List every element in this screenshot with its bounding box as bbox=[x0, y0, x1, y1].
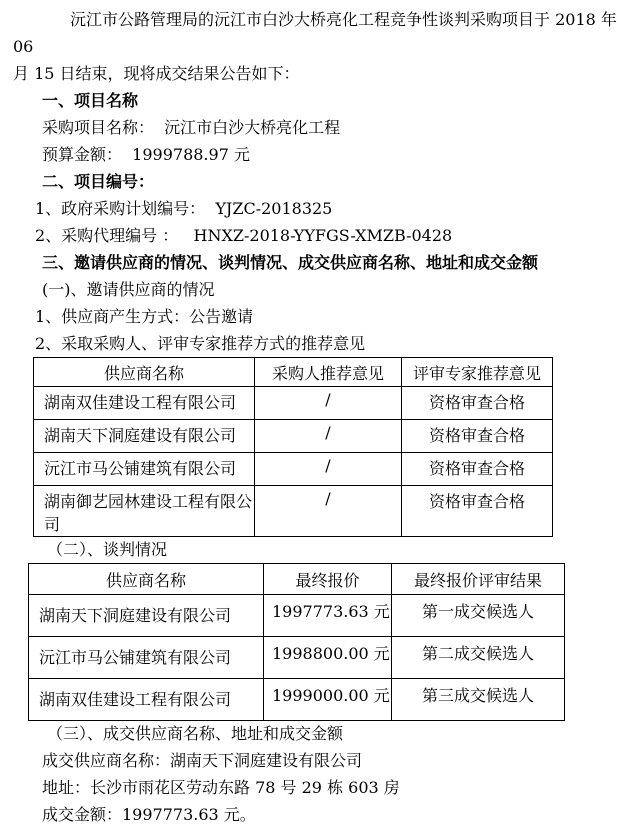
intro-paragraph-line2: 月 15 日结束，现将成交结果公告如下： bbox=[13, 64, 300, 83]
deal-amount-line: 成交金额：1997773.63 元。 bbox=[42, 805, 256, 824]
supplier-name-cell: 湖南双佳建设工程有限公司 bbox=[34, 387, 255, 420]
subsection-1-heading: (一)、邀请供应商的情况 bbox=[42, 280, 215, 299]
section-3-heading: 三、邀请供应商的情况、谈判情况、成交供应商名称、地址和成交金额 bbox=[42, 253, 539, 272]
buyer-opinion-cell: / bbox=[255, 453, 402, 486]
supplier-name-cell: 沅江市马公铺建筑有限公司 bbox=[34, 453, 255, 486]
final-quote-cell: 1998800.00 元 bbox=[264, 637, 392, 679]
subsection-3-heading: （三）、成交供应商名称、地址和成交金额 bbox=[47, 724, 344, 743]
column-header-supplier-name: 供应商名称 bbox=[29, 564, 264, 595]
evaluation-result-cell: 第一成交候选人 bbox=[392, 595, 565, 637]
project-name-line: 采购项目名称： 沅江市白沙大桥亮化工程 bbox=[42, 118, 341, 137]
table-row bbox=[34, 453, 553, 486]
table-row bbox=[29, 637, 565, 679]
buyer-opinion-cell: / bbox=[255, 420, 402, 453]
final-quote-cell: 1997773.63 元 bbox=[264, 595, 392, 637]
recommendation-line: 2、采取采购人、评审专家推荐方式的推荐意见 bbox=[35, 334, 366, 353]
buyer-opinion-cell: / bbox=[255, 486, 402, 537]
section-1-heading: 一、项目名称 bbox=[42, 91, 139, 110]
section-2-heading: 二、项目编号： bbox=[42, 172, 155, 191]
agency-number-line: 2、采购代理编号 ： HNXZ-2018-YYFGS-XMZB-0428 bbox=[35, 226, 453, 245]
table-row bbox=[34, 420, 553, 453]
supplier-name-cell: 湖南御艺园林建设工程有限公司 bbox=[34, 486, 255, 537]
supplier-name-cell: 沅江市马公铺建筑有限公司 bbox=[29, 637, 264, 679]
invite-suppliers-table bbox=[33, 357, 553, 537]
expert-opinion-cell: 资格审查合格 bbox=[402, 486, 553, 537]
table-row bbox=[34, 387, 553, 420]
expert-opinion-cell: 资格审查合格 bbox=[402, 453, 553, 486]
table-row bbox=[29, 679, 565, 721]
column-header-supplier-name: 供应商名称 bbox=[34, 358, 255, 387]
supplier-method-line: 1、供应商产生方式：公告邀请 bbox=[35, 307, 254, 326]
evaluation-result-cell: 第三成交候选人 bbox=[392, 679, 565, 721]
column-header-buyer-opinion: 采购人推荐意见 bbox=[255, 358, 402, 387]
table-header-row bbox=[34, 358, 553, 387]
column-header-expert-opinion: 评审专家推荐意见 bbox=[402, 358, 553, 387]
table-header-row bbox=[29, 564, 565, 595]
expert-opinion-cell: 资格审查合格 bbox=[402, 387, 553, 420]
winner-address-line: 地址：长沙市雨花区劳动东路 78 号 29 栋 603 房 bbox=[42, 778, 400, 797]
final-quote-cell: 1999000.00 元 bbox=[264, 679, 392, 721]
column-header-evaluation-result: 最终报价评审结果 bbox=[392, 564, 565, 595]
table-row bbox=[34, 486, 553, 537]
negotiation-table bbox=[28, 563, 565, 721]
budget-line: 预算金额： 1999788.97 元 bbox=[42, 145, 250, 164]
supplier-name-cell: 湖南双佳建设工程有限公司 bbox=[29, 679, 264, 721]
evaluation-result-cell: 第二成交候选人 bbox=[392, 637, 565, 679]
expert-opinion-cell: 资格审查合格 bbox=[402, 420, 553, 453]
winner-name-line: 成交供应商名称：湖南天下洞庭建设有限公司 bbox=[42, 751, 363, 770]
intro-paragraph-line1: 沅江市公路管理局的沅江市白沙大桥亮化工程竞争性谈判采购项目于 2018 年 06 bbox=[13, 10, 622, 56]
supplier-name-cell: 湖南天下洞庭建设有限公司 bbox=[34, 420, 255, 453]
table-row bbox=[29, 595, 565, 637]
supplier-name-cell: 湖南天下洞庭建设有限公司 bbox=[29, 595, 264, 637]
buyer-opinion-cell: / bbox=[255, 387, 402, 420]
column-header-final-quote: 最终报价 bbox=[264, 564, 392, 595]
subsection-2-heading: （二）、谈判情况 bbox=[47, 540, 168, 559]
procurement-plan-number-line: 1、政府采购计划编号： YJZC-2018325 bbox=[35, 199, 333, 218]
